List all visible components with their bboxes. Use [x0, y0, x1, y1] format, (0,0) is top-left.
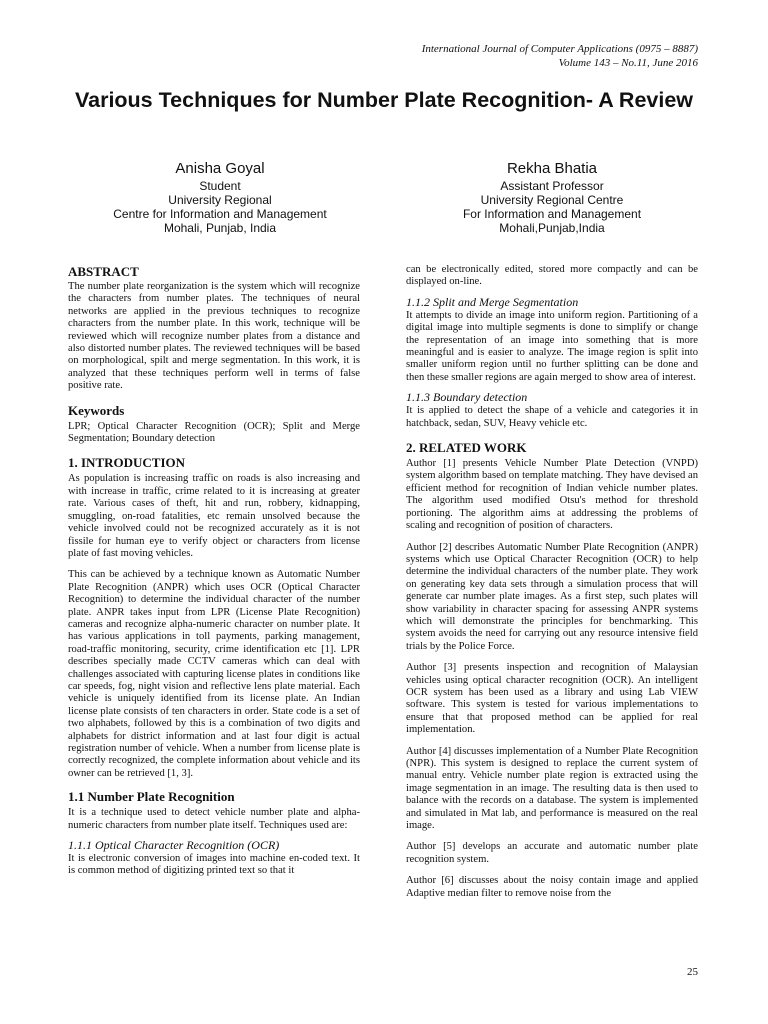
boundary-heading: 1.1.3 Boundary detection	[406, 390, 528, 405]
author-affiliation: Centre for Information and Management	[113, 207, 327, 221]
keywords-text: LPR; Optical Character Recognition (OCR); Split and Merge Segmentation; Boundary detection	[68, 420, 360, 445]
split-merge-heading: 1.1.2 Split and Merge Segmentation	[406, 294, 579, 309]
author-block-1	[70, 159, 370, 235]
related-work-paragraph: Author [4] discusses implementation of a Number Plate Recognition (NPR). This system is designed to replace the current system of manual entry. Vehicle number plate region is extracted using the image segmentation in an image. The resulting data is then used to balance with the records on a database. The system is implemented and simulated in Mat lab, and performance is measured on the real image.	[406, 745, 698, 832]
author-name: Anisha Goyal	[175, 160, 265, 177]
related-work-paragraph: Author [5] develops an accurate and automatic number plate recognition system.	[406, 841, 698, 865]
split-merge-text: It attempts to divide an image into uniform region. Partitioning of a digital image into multiple segments is done to simplify or change the representation of an image into something that is more meaningful and is easier to analyze. The image region is split into smaller uniform region until no further splitting can be done and then these smaller regions are again merged to show area of interest.	[406, 309, 698, 383]
related-work-paragraph: Author [1] presents Vehicle Number Plate Detection (VNPD) system algorithm based on template matching. They have devised an efficient method for recognition of Indian vehicle number plates. The algorithm used modified Otsu's method for threshold portioning. The algorithm aims at addressing the problems of scaling and recognition of position of characters.	[406, 458, 698, 532]
abstract-heading: ABSTRACT	[68, 264, 139, 279]
journal-header	[422, 42, 698, 70]
author-affiliation: For Information and Management	[462, 207, 642, 221]
npr-heading: 1.1 Number Plate Recognition	[68, 789, 235, 805]
npr-text: It is a technique used to detect vehicle number plate and alpha-numeric characters from number plate itself. Techniques used are:	[68, 807, 360, 831]
introduction-paragraph: This can be achieved by a technique known as Automatic Number Plate Recognition (ANPR) which uses OCR (Optical Character Recognition) to determine the individual character of the number plate. ANPR takes input from LPR (License Plate Recognition) cameras and recognize alpha-numeric character on number plate. It has various applications in toll payments, parking management, road-traffic monitoring, security, crime identification etc [1]. LPR describes specially made CCTV cameras which can deal with challenges associated with capturing license plates in conditions like car speeds, fog, night vision and reflective lens plate material. Each vehicle is uniquely identified from its license plate. An Indian license plate consists of ten characters in order. State code is a set of two alphabets, followed by this is a combination of two digits and alphabets for district information and at last four digit is actual registration number of vehicle. When a number from license plate is correctly recognized, the complete information about vehicle and its owner can be retrieved [1, 3].	[68, 569, 360, 779]
left-column	[68, 264, 360, 882]
author-location: Mohali,Punjab,India	[499, 221, 605, 235]
paper-title: Various Techniques for Number Plate Recognition- A Review	[74, 88, 694, 112]
related-work-heading: 2. RELATED WORK	[406, 440, 527, 456]
related-work-paragraph: Author [3] presents inspection and recognition of Malaysian vehicles using optical character recognition (OCR). An intelligent OCR system has been used as a library and using Lab VIEW software. This system is tested for various implementations to ensure that that proposed method can be applied for real implementation.	[406, 662, 698, 736]
author-name: Rekha Bhatia	[506, 160, 598, 177]
ocr-text: It is electronic conversion of images into machine en-coded text. It is common method of digitizing printed text so that it	[68, 853, 360, 877]
page-number: 25	[687, 966, 698, 978]
keywords-heading: Keywords	[68, 402, 125, 418]
journal-name: International Journal of Computer Applications (0975 – 8887)	[421, 43, 698, 55]
author-affiliation: University Regional	[168, 193, 272, 207]
author-location: Mohali, Punjab, India	[163, 221, 277, 235]
author-block-2	[402, 159, 702, 235]
related-work-paragraph: Author [2] describes Automatic Number Plate Recognition (ANPR) systems which use Optical Character Recognition (OCR) to help determine the individual characters of the number plate. They work on generating key data sets through a simulation process that will generate car number plate images. As a first step, such plates will show variability in character spacing for assessing ANPR systems which will demonstrate the principles for benchmarking. This system avoids the need for carrying out any resource intensive field trials by the Police Force.	[406, 541, 698, 652]
boundary-text: It is applied to detect the shape of a vehicle and categories it in hatchback, sedan, SUV, Heavy vehicle etc.	[406, 405, 698, 429]
author-affiliation: University Regional Centre	[480, 193, 624, 207]
abstract-text: The number plate reorganization is the system which will recognize the characters from number plates. The techniques of neural networks are applied in the previous techniques to recognize characters from the number plate. In this work, technique will be reviewed which will recognize number plates from a distance and also distorted number plates. The reviewed techniques will be based on morphological, spilt and merge segmentation. In this work, it is analyzed that these techniques perform well in terms of false positive rate.	[68, 281, 360, 392]
ocr-heading: 1.1.1 Optical Character Recognition (OCR)	[68, 838, 280, 853]
author-role: Assistant Professor	[500, 179, 604, 193]
journal-volume: Volume 143 – No.11, June 2016	[558, 57, 698, 69]
ocr-text-continued: can be electronically edited, stored more compactly and can be displayed on-line.	[406, 264, 698, 288]
right-column	[406, 264, 698, 909]
related-work-paragraph: Author [6] discusses about the noisy contain image and applied Adaptive median filter to remove noise from the	[406, 875, 698, 899]
author-role: Student	[199, 179, 241, 193]
introduction-paragraph: As population is increasing traffic on roads is also increasing and with increase in traffic, crime related to it is increasing at greater rate. Various cases of theft, hit and run, robbery, kidnapping, smuggling, on-road fatalities, etc remain unsolved because the vehicle involved could not be recognized accurately as it is not fissile for human eye to verify object or characters from license plate of fast moving vehicles.	[68, 473, 360, 559]
introduction-heading: 1. INTRODUCTION	[68, 455, 186, 471]
